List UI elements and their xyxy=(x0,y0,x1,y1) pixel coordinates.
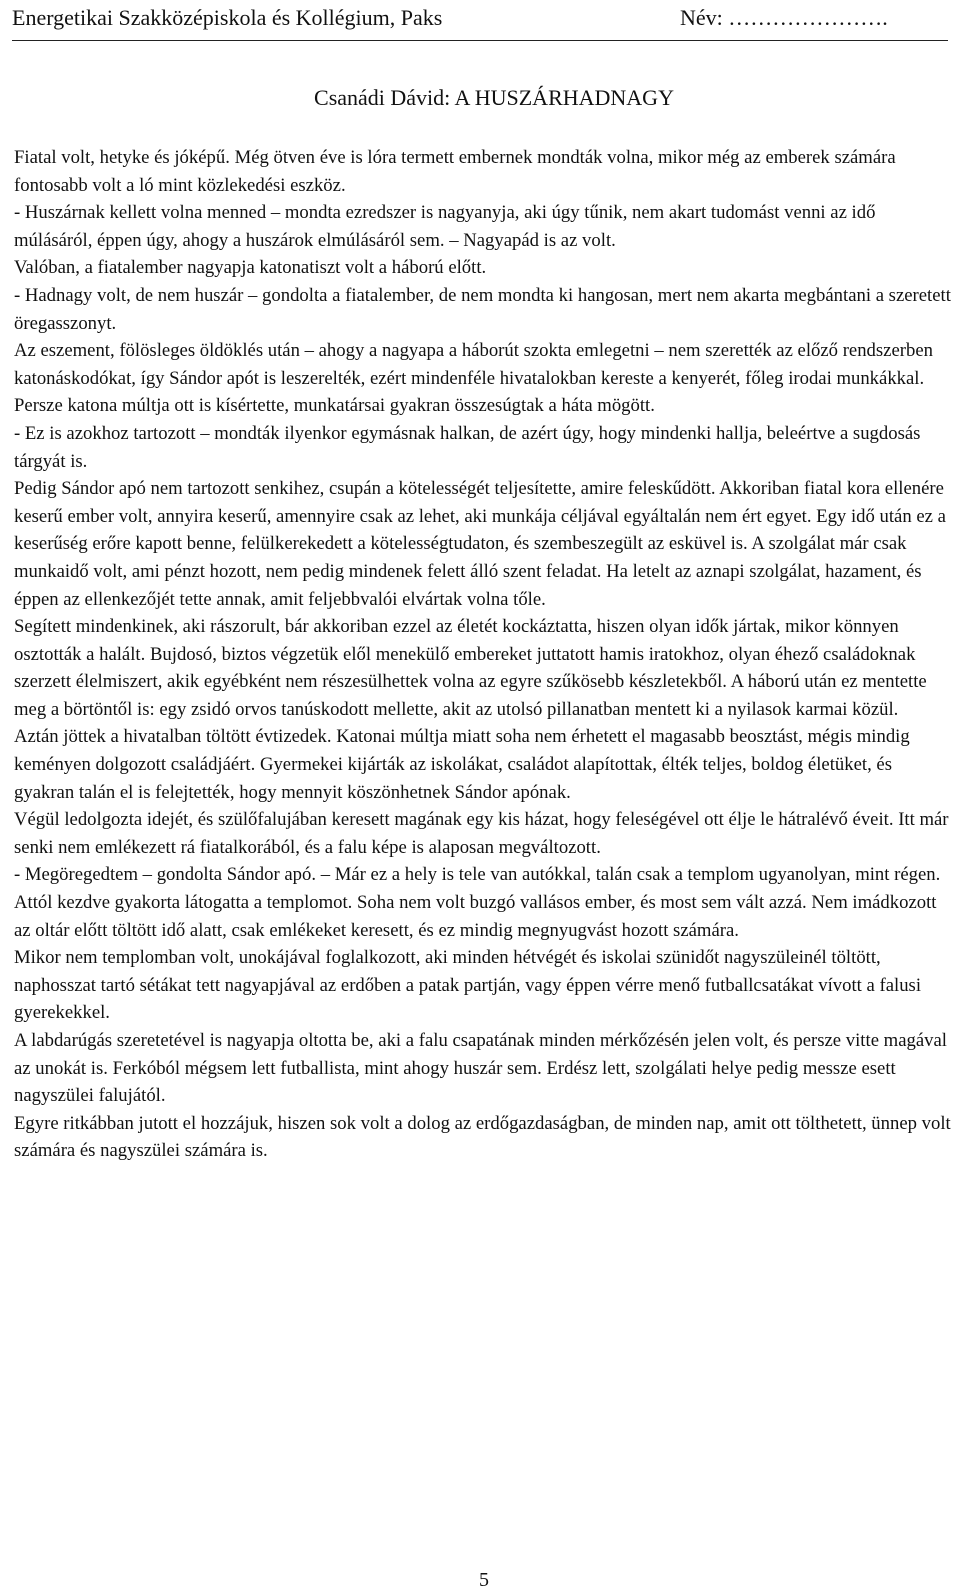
paragraph: Mikor nem templomban volt, unokájával foglalkozott, aki minden hétvégét és iskolai szünidőt nagyszüleinél töltött, naphosszat tartó sétákat tett nagyapjával az erdőben a patak partján, vagy éppen vérre menő futballcsatákat vívott a falusi gyerekekkel. xyxy=(14,947,922,1024)
paragraph: Az eszement, fölösleges öldöklés után – ahogy a nagyapa a háborút szokta emlegetni – nem szerették az előző rendszerben katonáskodókat, így Sándor apót is leszerelték, ezért mindenféle hivatalokban kereste a kenyerét, főleg irodai munkákkal. Persze katona múltja ott is kísértette, munkatársai gyakran összesúgtak a háta mögött. xyxy=(14,340,933,417)
paragraph: Attól kezdve gyakorta látogatta a templomot. Soha nem volt buzgó vallásos ember, és most sem vált azzá. Nem imádkozott az oltár előtt töltött idő alatt, csak emlékeket keresett, és ez mindig megnyugvást hozott számára. xyxy=(14,892,937,941)
paragraph: Egyre ritkábban jutott el hozzájuk, hiszen sok volt a dolog az erdőgazdaságban, de minden nap, amit ott tölthetett, ünnep volt számára és nagyszülei számára is. xyxy=(14,1112,951,1162)
paragraph: A labdarúgás szeretetével is nagyapja oltotta be, aki a falu csapatának minden mérkőzésén jelen volt, és persze vitte magával az unokát is. Ferkóból mégsem lett futballista, mint ahogy huszár sem. Erdész lett, szolgálati helye pedig messze esett nagyszülei falujától. xyxy=(14,1030,947,1107)
paragraph: Valóban, a fiatalember nagyapja katonatiszt volt a háború előtt. xyxy=(14,257,487,279)
story-body xyxy=(14,144,954,1165)
name-field: Név: …………………. xyxy=(680,5,888,30)
page-number: 5 xyxy=(479,1569,489,1591)
paragraph: - Ez is azokhoz tartozott – mondták ilyenkor egymásnak halkan, de azért úgy, hogy mindenki hallja, beleértve a sugdosás tárgyát is. xyxy=(14,422,921,472)
paragraph: - Huszárnak kellett volna menned – mondta ezredszer is nagyanyja, aki úgy tűnik, nem akart tudomást venni az idő múlásáról, éppen úgy, ahogy a huszárok elmúlásáról sem. – Nagyapád is az volt. xyxy=(14,202,876,251)
paragraph: - Hadnagy volt, de nem huszár – gondolta a fiatalember, de nem mondta ki hangosan, mert nem akarta megbántani a szeretett öregasszonyt. xyxy=(14,284,951,334)
paragraph: - Megöregedtem – gondolta Sándor apó. – Már ez a hely is tele van autókkal, talán csak a templom ugyanolyan, mint régen. xyxy=(14,864,941,886)
school-name: Energetikai Szakközépiskola és Kollégium, Paks xyxy=(12,5,443,30)
paragraph: Pedig Sándor apó nem tartozott senkihez, csupán a kötelességét teljesítette, amire feleskűdött. Akkoriban fiatal kora ellenére keserű ember volt, annyira keserű, amennyire csak az lehet, aki munkája céljával egyáltalán nem ért egyet. Egy idő után ez a keserűség erőre kapott benne, felülkerekedett a kötelességtudaton, és szembeszegült az esküvel is. A szolgálat már csak munkaidő volt, ami pénzt hozott, nem pedig mindenek felett álló szent feladat. Ha letelt az aznapi szolgálat, hazament, és éppen az ellenkezőjét tette annak, amit feljebbvalói elvártak volna tőle. xyxy=(14,478,946,610)
page-header xyxy=(12,2,948,41)
story-title: Csanádi Dávid: A HUSZÁRHADNAGY xyxy=(314,85,674,110)
paragraph: Aztán jöttek a hivatalban töltött évtizedek. Katonai múltja miatt soha nem érhetett el magasabb beosztást, mégis mindig keményen dolgozott családjáért. Gyermekei kijárták az iskolákat, családot alapítottak, élték teljes, boldog életüket, és gyakran talán el is felejtették, hogy mennyit köszönhetnek Sándor apónak. xyxy=(14,726,910,803)
paragraph: Segített mindenkinek, aki rászorult, bár akkoriban ezzel az életét kockáztatta, hiszen olyan idők jártak, mikor könnyen osztották a halált. Bujdosó, biztos végzetük elől menekülő embereket juttatott hamis iratokhoz, olyan éhező családoknak szerzett élelmiszert, akik egyébként nem részesülhettek volna az egyre szűkösebb készletekből. A háború után ez mentette meg a börtöntől is: egy zsidó orvos tanúskodott mellette, akit az utolsó pillanatban mentett ki a nyilasok karmai közül. xyxy=(14,616,927,720)
paragraph: Fiatal volt, hetyke és jóképű. Még ötven éve is lóra termett embernek mondták volna, mikor még az emberek számára fontosabb volt a ló mint közlekedési eszköz. xyxy=(14,147,896,196)
paragraph: Végül ledolgozta idejét, és szülőfalujában keresett magának egy kis házat, hogy feleségével ott élje le hátralévő éveit. Itt már senki nem emlékezett rá fiatalkorából, és a falu képe is alaposan megváltozott. xyxy=(14,809,949,858)
